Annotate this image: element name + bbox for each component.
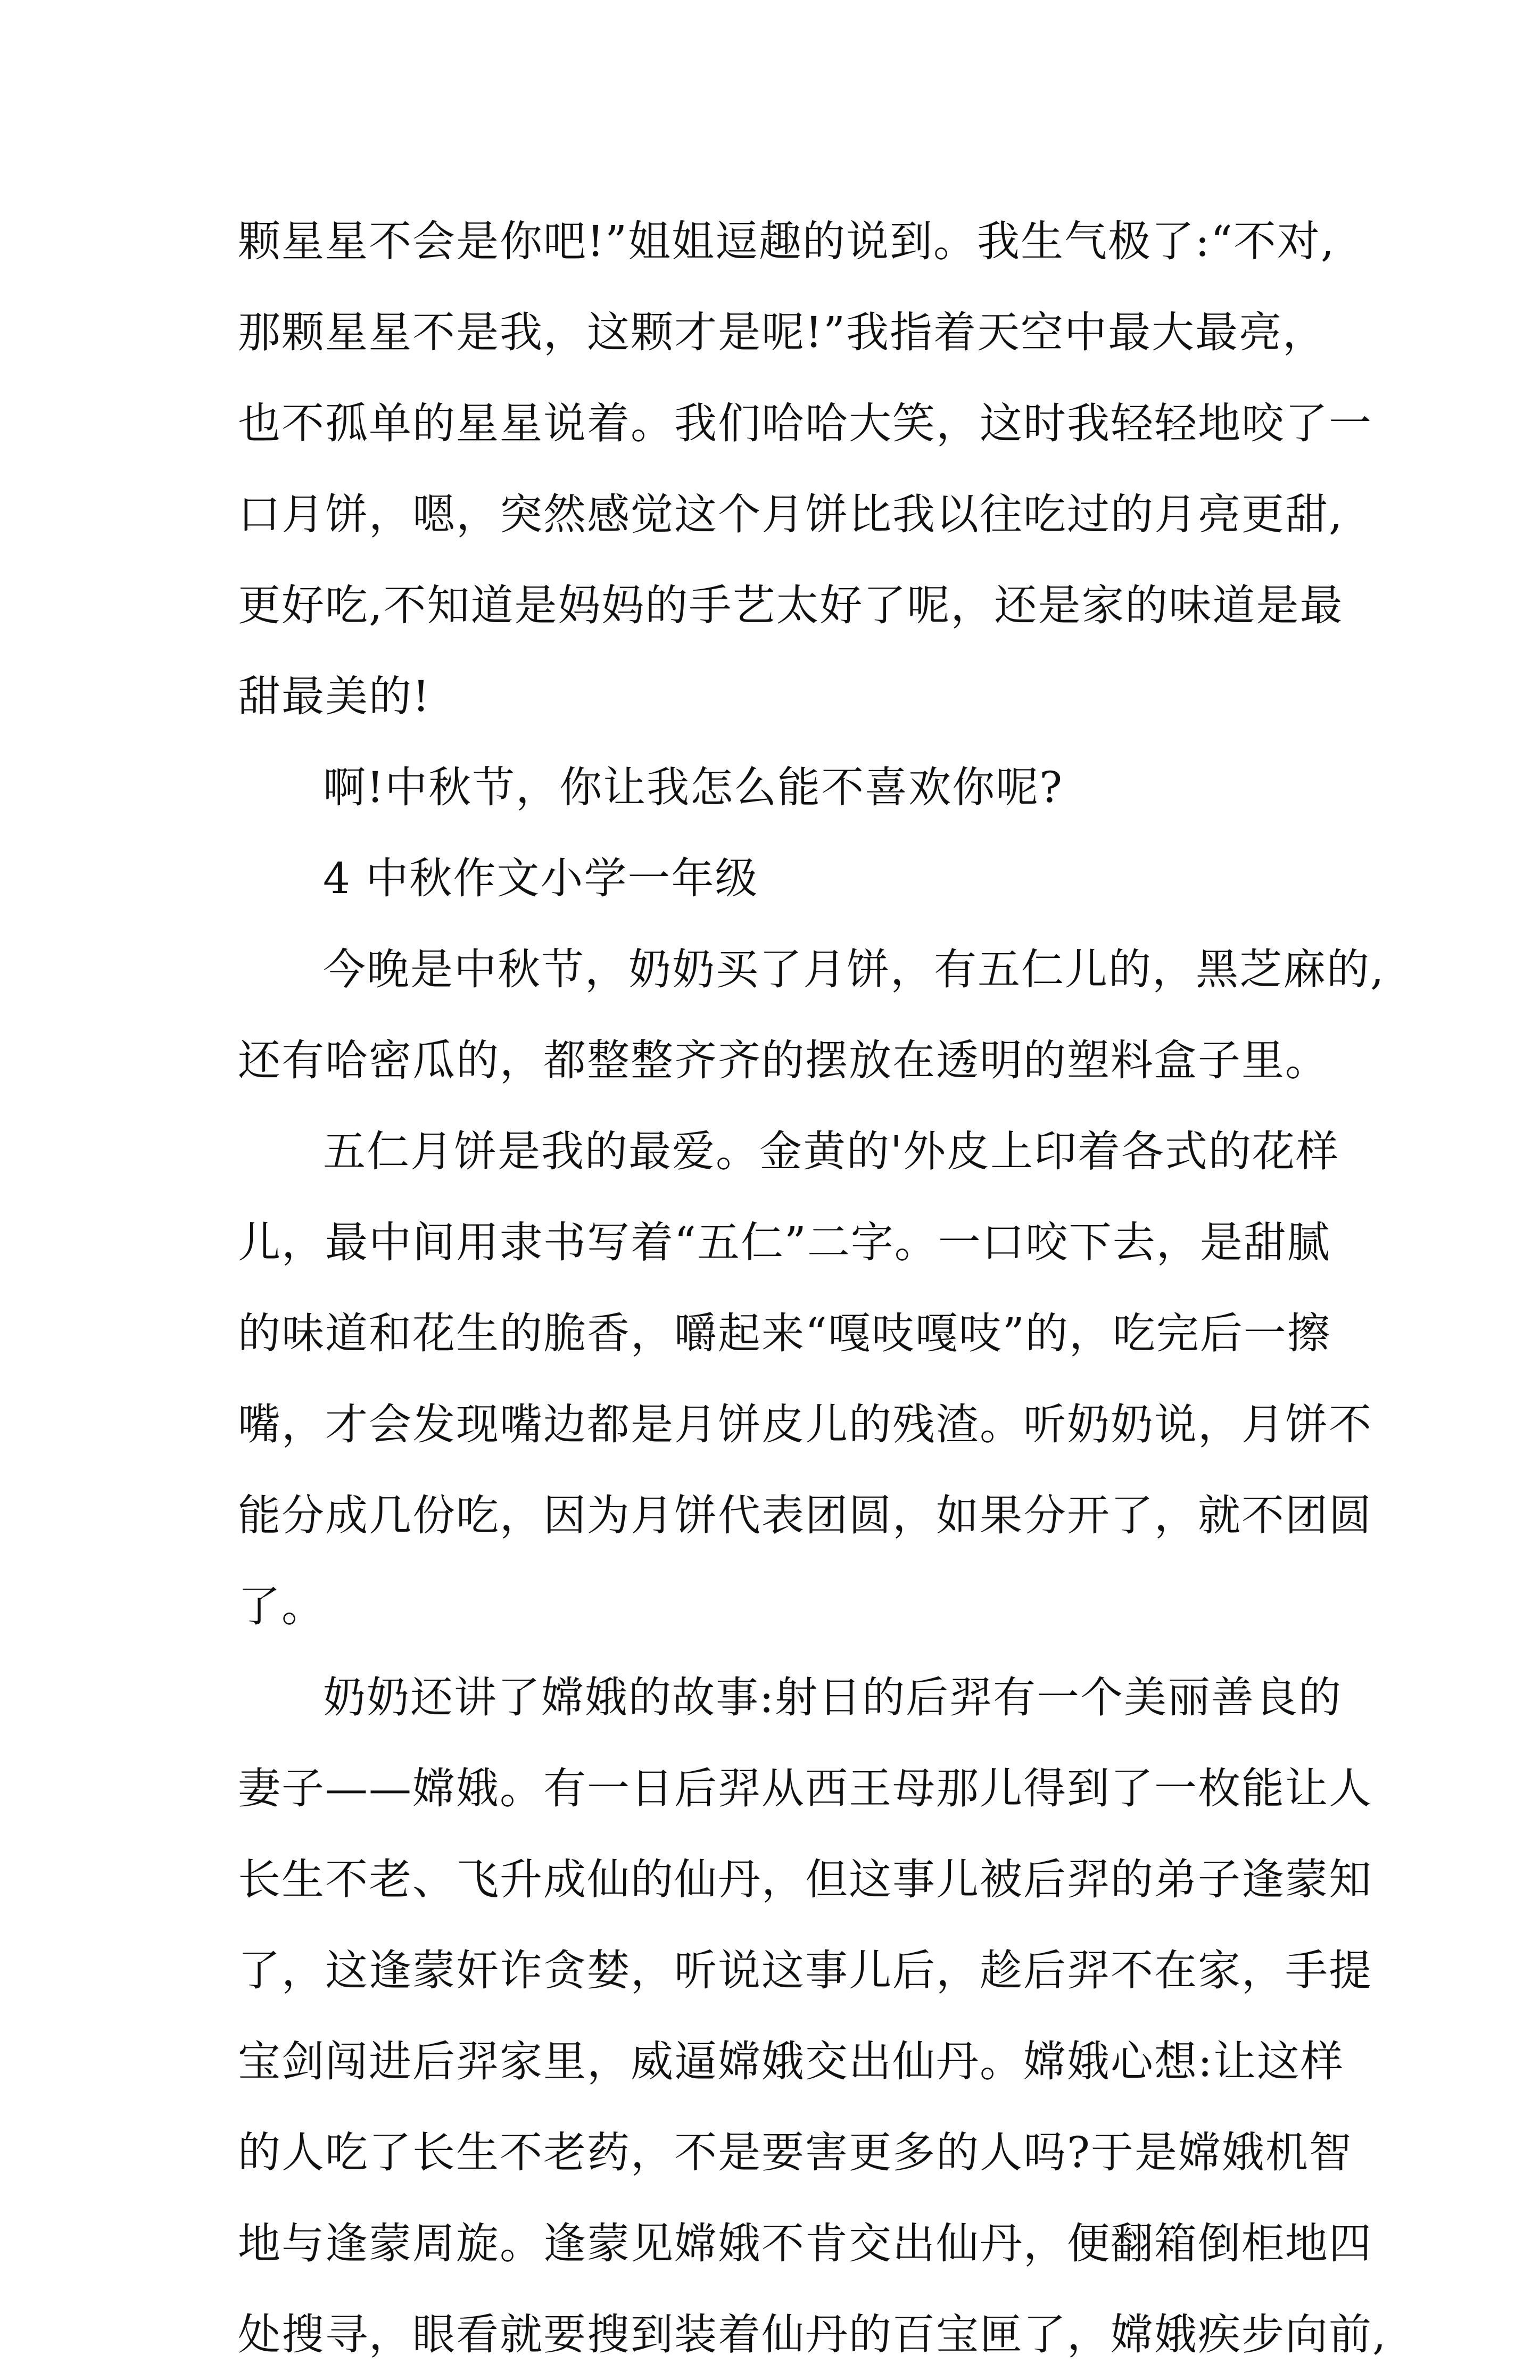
text-line: 甜最美的!: [238, 672, 431, 721]
text-line: 也不孤单的星星说着。我们哈哈大笑，这时我轻轻地咬了一: [238, 399, 1372, 448]
text-line: 儿，最中间用隶书写着“五仁”二字。一口咬下去，是甜腻: [238, 1218, 1331, 1267]
body-text: [238, 196, 1387, 2380]
paragraph-first-line: 奶奶还讲了嫦娥的故事:射日的后羿有一个美丽善良的: [323, 1673, 1342, 1722]
text-line: 更好吃,不知道是妈妈的手艺太好了呢，还是家的味道是最: [238, 581, 1344, 630]
text-line: 了，这逢蒙奸诈贪婪，听说这事儿后，趁后羿不在家，手提: [238, 1946, 1372, 1995]
text-line: 处搜寻，眼看就要搜到装着仙丹的百宝匣了，嫦娥疾步向前,: [238, 2310, 1387, 2359]
paragraph-first-line: 今晚是中秋节，奶奶买了月饼，有五仁儿的，黑芝麻的,: [323, 945, 1385, 994]
text-line: 长生不老、飞升成仙的仙丹，但这事儿被后羿的弟子逢蒙知: [238, 1855, 1372, 1904]
text-line: 了。: [238, 1582, 325, 1631]
text-line: 嘴，才会发现嘴边都是月饼皮儿的残渣。听奶奶说，月饼不: [238, 1400, 1372, 1449]
text-line: 的人吃了长生不老药，不是要害更多的人吗?于是嫦娥机智: [238, 2128, 1353, 2177]
text-line: 的味道和花生的脆香，嚼起来“嘎吱嘎吱”的，吃完后一擦: [238, 1309, 1331, 1358]
text-line: 能分成几份吃，因为月饼代表团圆，如果分开了，就不团圆: [238, 1491, 1372, 1540]
section-heading: 4 中秋作文小学一年级: [323, 854, 759, 903]
text-line: 口月饼，嗯，突然感觉这个月饼比我以往吃过的月亮更甜,: [238, 490, 1344, 539]
text-line: 颗星星不会是你吧!”姐姐逗趣的说到。我生气极了:“不对,: [238, 217, 1336, 266]
paragraph-first-line: 五仁月饼是我的最爱。金黄的'外皮上印着各式的花样: [323, 1127, 1339, 1176]
text-line: 地与逢蒙周旋。逢蒙见嫦娥不肯交出仙丹，便翻箱倒柜地四: [238, 2219, 1372, 2268]
text-line: 那颗星星不是我，这颗才是呢!”我指着天空中最大最亮，: [238, 308, 1327, 357]
paragraph-first-line: 啊!中秋节，你让我怎么能不喜欢你呢?: [323, 763, 1064, 812]
text-line: 还有哈密瓜的，都整整齐齐的摆放在透明的塑料盒子里。: [238, 1036, 1329, 1085]
text-line: 宝剑闯进后羿家里，威逼嫦娥交出仙丹。嫦娥心想:让这样: [238, 2037, 1344, 2086]
text-line: 妻子——嫦娥。有一日后羿从西王母那儿得到了一枚能让人: [238, 1764, 1372, 1813]
